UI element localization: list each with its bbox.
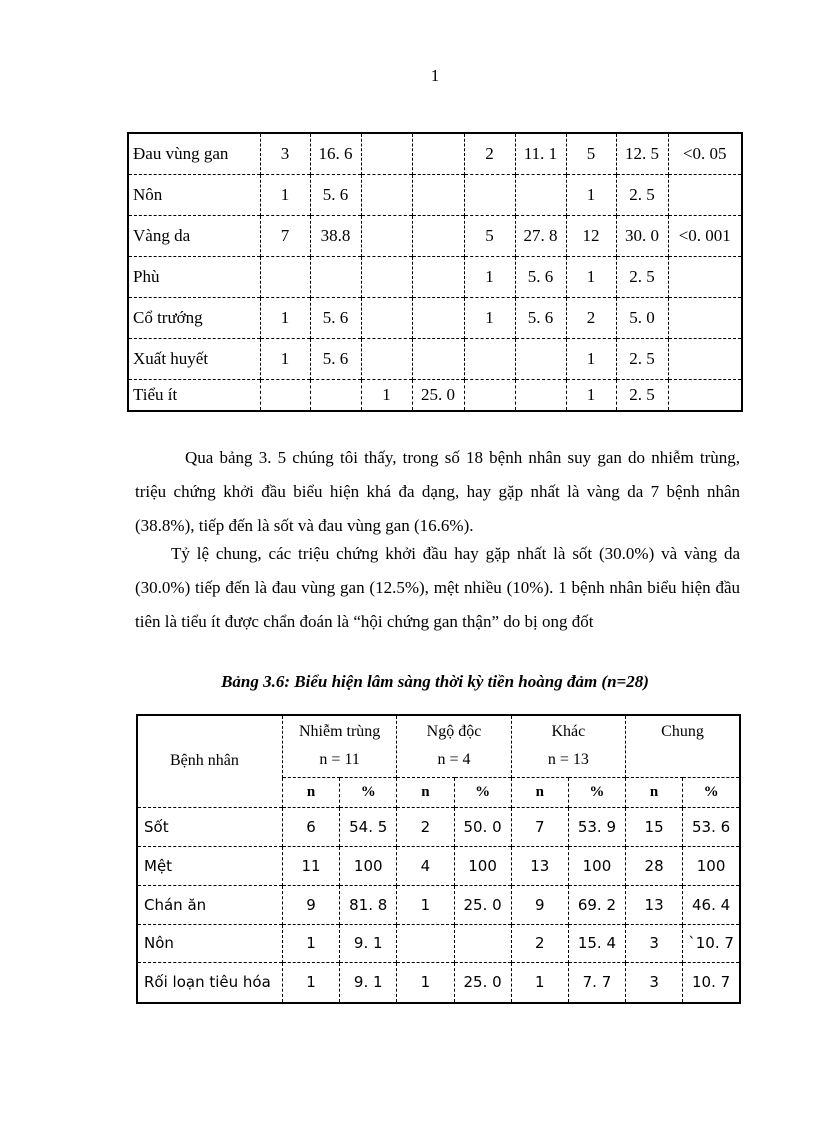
table-cell: 2. 5 bbox=[616, 256, 668, 297]
table-cell bbox=[361, 256, 412, 297]
table-cell: 25. 0 bbox=[454, 962, 511, 1003]
subheader-cell: % bbox=[568, 777, 625, 807]
table-cell bbox=[397, 924, 454, 962]
table-cell: 12. 5 bbox=[616, 133, 668, 174]
table-cell bbox=[515, 379, 566, 411]
table-cell: 1 bbox=[464, 297, 515, 338]
table-cell: 11 bbox=[282, 846, 339, 885]
subheader-cell: % bbox=[340, 777, 397, 807]
subheader-cell: n bbox=[511, 777, 568, 807]
table-cell: 16. 6 bbox=[310, 133, 361, 174]
table-cell: 1 bbox=[260, 174, 310, 215]
table-cell: 46. 4 bbox=[683, 885, 740, 924]
table-row bbox=[128, 297, 742, 338]
table-cell: 2 bbox=[397, 807, 454, 846]
table-cell: 27. 8 bbox=[515, 215, 566, 256]
table-cell bbox=[412, 215, 464, 256]
subheader-cell: n bbox=[397, 777, 454, 807]
table-cell: 5. 6 bbox=[310, 297, 361, 338]
table-cell: 9 bbox=[511, 885, 568, 924]
table-cell: 3 bbox=[626, 924, 683, 962]
table-row bbox=[128, 379, 742, 411]
paragraph-2: Tỷ lệ chung, các triệu chứng khởi đầu hay gặp nhất là sốt (30.0%) và vàng da (30.0%) tiếp đến là đau vùng gan (12.5%), mệt nhiều (10%). 1 bệnh nhân biểu hiện đầu tiên là tiểu ít được chẩn đoán là “hội chứng gan thận” do bị ong đốt bbox=[135, 544, 740, 631]
table-cell bbox=[464, 174, 515, 215]
table-cell bbox=[412, 256, 464, 297]
table-cell: 69. 2 bbox=[568, 885, 625, 924]
table-cell bbox=[361, 174, 412, 215]
table-cell: 30. 0 bbox=[616, 215, 668, 256]
table-cell: 100 bbox=[454, 846, 511, 885]
table-cell: 12 bbox=[566, 215, 616, 256]
table-row bbox=[128, 174, 742, 215]
table-cell: 5 bbox=[464, 215, 515, 256]
table-cell: 1 bbox=[566, 256, 616, 297]
table-cell bbox=[668, 256, 742, 297]
subheader-cell: n bbox=[282, 777, 339, 807]
table-cell bbox=[668, 297, 742, 338]
table-cell bbox=[668, 379, 742, 411]
table-cell: 7 bbox=[260, 215, 310, 256]
table-cell bbox=[361, 297, 412, 338]
table-cell: 1 bbox=[282, 962, 339, 1003]
table-cell bbox=[668, 338, 742, 379]
group-header bbox=[511, 715, 625, 777]
table-cell bbox=[454, 924, 511, 962]
table-cell bbox=[310, 256, 361, 297]
row-header bbox=[137, 715, 282, 807]
table-cell: 5. 0 bbox=[616, 297, 668, 338]
row-label: Chán ăn bbox=[137, 885, 282, 924]
group-name: Ngộ độc bbox=[426, 723, 482, 741]
table-cell: 1 bbox=[282, 924, 339, 962]
table-cell: 9. 1 bbox=[340, 924, 397, 962]
table-cell: 5 bbox=[566, 133, 616, 174]
group-count: n = 13 bbox=[547, 751, 589, 769]
table-cell: 10. 7 bbox=[683, 962, 740, 1003]
table-cell bbox=[260, 379, 310, 411]
table-cell bbox=[515, 338, 566, 379]
table-row bbox=[128, 338, 742, 379]
table-cell: 1 bbox=[511, 962, 568, 1003]
row-label: Nôn bbox=[137, 924, 282, 962]
table-cell: 1 bbox=[397, 962, 454, 1003]
table-cell: 25. 0 bbox=[412, 379, 464, 411]
table-cell: 38.8 bbox=[310, 215, 361, 256]
subheader-cell: % bbox=[683, 777, 740, 807]
table-cell: <0. 05 bbox=[668, 133, 742, 174]
table-cell bbox=[412, 297, 464, 338]
table-row bbox=[128, 256, 742, 297]
table-cell: 2. 5 bbox=[616, 379, 668, 411]
subheader-cell: % bbox=[454, 777, 511, 807]
table-cell: 3 bbox=[260, 133, 310, 174]
row-label: Nôn bbox=[128, 174, 260, 215]
group-header bbox=[282, 715, 396, 777]
table-cell bbox=[412, 174, 464, 215]
table-cell: 1 bbox=[566, 379, 616, 411]
table-cell: 5. 6 bbox=[310, 338, 361, 379]
table-cell: 6 bbox=[282, 807, 339, 846]
table-cell bbox=[361, 215, 412, 256]
group-name: Khác bbox=[551, 723, 586, 741]
table-cell bbox=[412, 133, 464, 174]
table-cell: 2 bbox=[566, 297, 616, 338]
table-cell: 1 bbox=[566, 338, 616, 379]
table-cell: 25. 0 bbox=[454, 885, 511, 924]
row-label: Đau vùng gan bbox=[133, 143, 229, 163]
table-cell bbox=[310, 379, 361, 411]
table-cell bbox=[668, 174, 742, 215]
table-cell: 2. 5 bbox=[616, 338, 668, 379]
table-cell: 1 bbox=[464, 256, 515, 297]
table-row bbox=[137, 846, 740, 885]
row-label: Mệt bbox=[137, 846, 282, 885]
subheader-cell: n bbox=[626, 777, 683, 807]
table-row bbox=[128, 133, 742, 174]
group-count: n = 11 bbox=[319, 751, 360, 769]
group-count: n = 4 bbox=[437, 751, 471, 769]
table-cell: 100 bbox=[340, 846, 397, 885]
table-cell bbox=[361, 338, 412, 379]
page-number: 1 bbox=[430, 66, 440, 85]
table-cell bbox=[361, 133, 412, 174]
table-cell: 13 bbox=[511, 846, 568, 885]
table-caption: Bảng 3.6: Biểu hiện lâm sàng thời kỳ tiền hoàng đảm (n=28) bbox=[221, 672, 649, 691]
row-label: Phù bbox=[128, 256, 260, 297]
group-name: Chung bbox=[661, 723, 704, 740]
table-cell: 3 bbox=[626, 962, 683, 1003]
table-cell: 1 bbox=[260, 338, 310, 379]
table-cell: 15. 4 bbox=[568, 924, 625, 962]
row-label: Xuất huyết bbox=[128, 338, 260, 379]
table-cell: 54. 5 bbox=[340, 807, 397, 846]
table-row bbox=[128, 215, 742, 256]
table-cell: 1 bbox=[566, 174, 616, 215]
table-cell: 28 bbox=[626, 846, 683, 885]
table-cell: 100 bbox=[683, 846, 740, 885]
table-cell: 15 bbox=[626, 807, 683, 846]
table-cell bbox=[464, 379, 515, 411]
table-cell: 1 bbox=[397, 885, 454, 924]
table-cell: 9. 1 bbox=[340, 962, 397, 1003]
group-header bbox=[397, 715, 511, 777]
table-cell: 7. 7 bbox=[568, 962, 625, 1003]
row-label: Rối loạn tiêu hóa bbox=[137, 962, 282, 1003]
table-cell: 50. 0 bbox=[454, 807, 511, 846]
table-cell: 1 bbox=[260, 297, 310, 338]
table-cell: 5. 6 bbox=[515, 256, 566, 297]
table-cell: 5. 6 bbox=[310, 174, 361, 215]
table-cell: 2. 5 bbox=[616, 174, 668, 215]
table-cell: 2 bbox=[511, 924, 568, 962]
group-header bbox=[626, 715, 740, 777]
table-cell bbox=[412, 338, 464, 379]
row-header-label: Bệnh nhân bbox=[170, 752, 239, 770]
table-cell: 5. 6 bbox=[515, 297, 566, 338]
table-cell bbox=[515, 174, 566, 215]
table-cell: `10. 7 bbox=[683, 924, 740, 962]
table-cell: 13 bbox=[626, 885, 683, 924]
row-label: Sốt bbox=[137, 807, 282, 846]
table-row bbox=[137, 885, 740, 924]
table-cell: 100 bbox=[568, 846, 625, 885]
row-label: Cổ trướng bbox=[128, 297, 260, 338]
table-cell: 2 bbox=[464, 133, 515, 174]
table-cell: 53. 6 bbox=[683, 807, 740, 846]
table-cell: 11. 1 bbox=[515, 133, 566, 174]
table-row bbox=[137, 807, 740, 846]
symptom-table-continued bbox=[127, 132, 743, 412]
table-cell: 7 bbox=[511, 807, 568, 846]
table-cell: <0. 001 bbox=[668, 215, 742, 256]
group-name: Nhiễm trùng bbox=[298, 723, 381, 741]
table-row bbox=[137, 924, 740, 962]
row-label: Vàng da bbox=[128, 215, 260, 256]
paragraph-1: Qua bảng 3. 5 chúng tôi thấy, trong số 18 bệnh nhân suy gan do nhiễm trùng, triệu chứng khởi đầu biểu hiện khá đa dạng, hay gặp nhất là vàng da 7 bệnh nhân (38.8%), tiếp đến là sốt và đau vùng gan (16.6%). bbox=[135, 448, 740, 535]
table-cell: 4 bbox=[397, 846, 454, 885]
row-label: Tiểu ít bbox=[128, 379, 260, 411]
table-cell bbox=[464, 338, 515, 379]
table-cell: 53. 9 bbox=[568, 807, 625, 846]
table-cell: 81. 8 bbox=[340, 885, 397, 924]
table-cell: 9 bbox=[282, 885, 339, 924]
table-cell: 1 bbox=[361, 379, 412, 411]
table-row bbox=[137, 962, 740, 1003]
table-cell bbox=[260, 256, 310, 297]
pre-jaundice-table bbox=[136, 714, 741, 1004]
